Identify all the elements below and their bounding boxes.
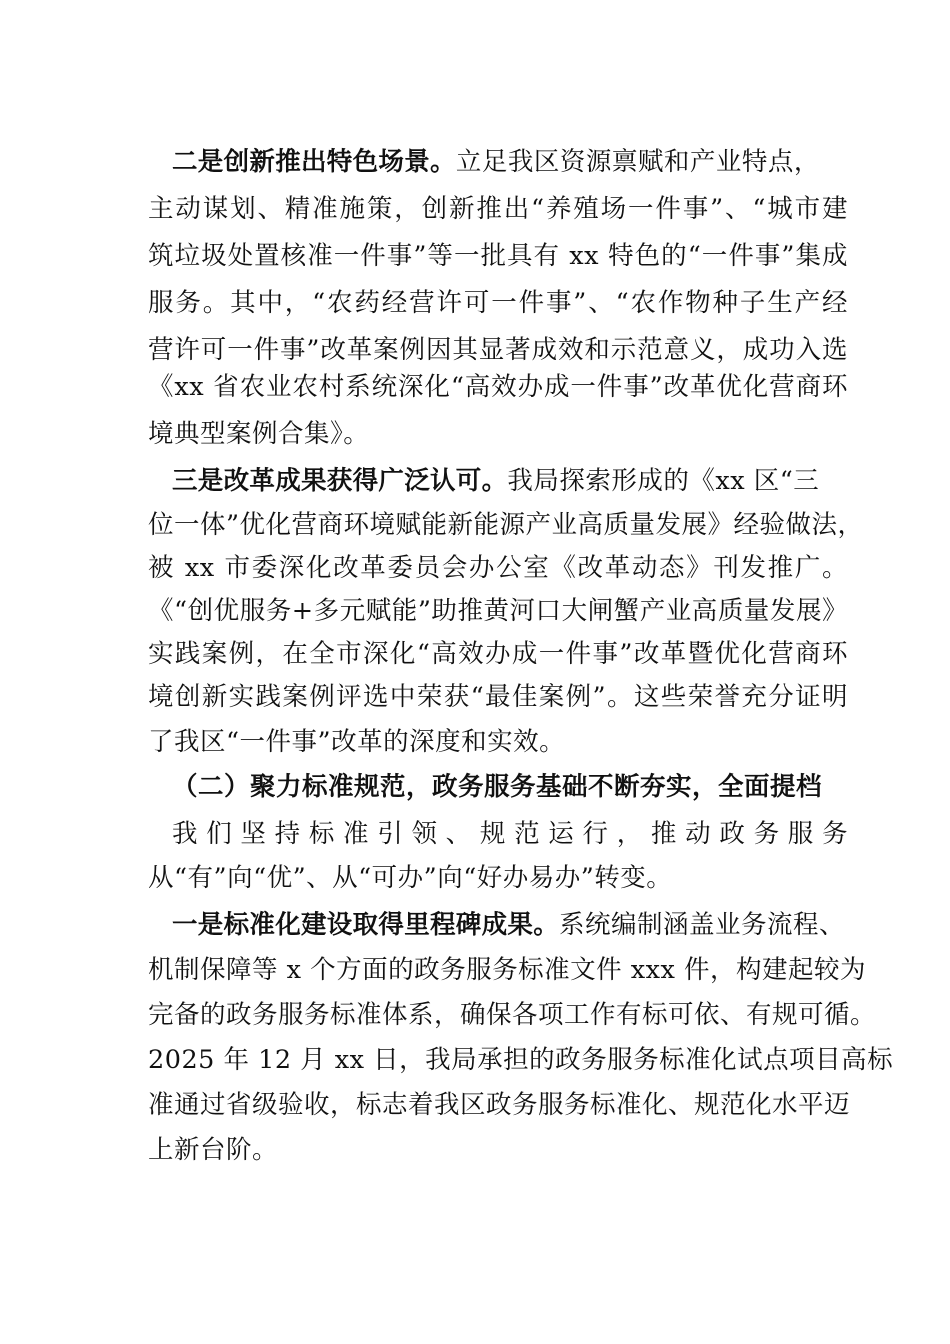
p2-line-6: 境创新实践案例评选中荣获“最佳案例”。这些荣誉充分证明 — [148, 682, 848, 712]
p1-line-3: 筑垃圾处置核准一件事”等一批具有 xx 特色的“一件事”集成 — [148, 241, 848, 271]
p1-line-4: 服务。其中，“农药经营许可一件事”、“农作物种子生产经 — [148, 288, 848, 318]
p4-line-2: 机制保障等 x 个方面的政务服务标准文件 xxx 件，构建起较为 — [148, 955, 866, 985]
p1-line-5: 营许可一件事”改革案例因其显著成效和示范意义，成功入选 — [148, 335, 848, 365]
p1-lead: 二是创新推出特色场景。 — [172, 147, 456, 177]
p3-line-2: 从“有”向“优”、从“可办”向“好办易办”转变。 — [148, 863, 673, 893]
p1-line-1 — [172, 142, 848, 182]
p4-line-3: 完备的政务服务标准体系，确保各项工作有标可依、有规可循。 — [148, 1000, 877, 1030]
p2-lead: 三是改革成果获得广泛认可。 — [172, 466, 508, 496]
p1-line-6: 《xx 省农业农村系统深化“高效办成一件事”改革优化营商环 — [148, 372, 848, 402]
p2-line-1 — [172, 461, 848, 501]
p4-line-1 — [172, 905, 848, 945]
p4-lead: 一是标准化建设取得里程碑成果。 — [172, 910, 560, 940]
p4-line-4: 2025 年 12 月 xx 日，我局承担的政务服务标准化试点项目高标 — [148, 1045, 894, 1075]
p2-line-4: 《“创优服务+多元赋能”助推黄河口大闸蟹产业高质量发展》 — [148, 596, 848, 626]
p2-line-5: 实践案例，在全市深化“高效办成一件事”改革暨优化营商环 — [148, 639, 848, 669]
p1-line-1-text: 立足我区资源禀赋和产业特点， — [455, 147, 820, 177]
p1-line-7: 境典型案例合集》。 — [148, 419, 370, 449]
p2-line-3: 被 xx 市委深化改革委员会办公室《改革动态》刊发推广。 — [148, 553, 848, 583]
p2-line-2: 位一体”优化营商环境赋能新能源产业高质量发展》经验做法， — [148, 510, 864, 540]
p2-line-1-text: 我局探索形成的《xx 区“三 — [507, 466, 820, 496]
p4-line-1-text: 系统编制涵盖业务流程、 — [559, 910, 846, 940]
p2-line-7: 了我区“一件事”改革的深度和实效。 — [148, 727, 566, 757]
p4-line-6: 上新台阶。 — [148, 1135, 279, 1165]
p1-line-2: 主动谋划、精准施策，创新推出“养殖场一件事”、“城市建 — [148, 194, 848, 224]
p3-line-1: 我们坚持标准引领、规范运行，推动政务服务 — [172, 819, 848, 849]
p4-line-5: 准通过省级验收，标志着我区政务服务标准化、规范化水平迈 — [148, 1090, 851, 1120]
section-heading: （二）聚力标准规范，政务服务基础不断夯实，全面提档 — [172, 772, 823, 802]
